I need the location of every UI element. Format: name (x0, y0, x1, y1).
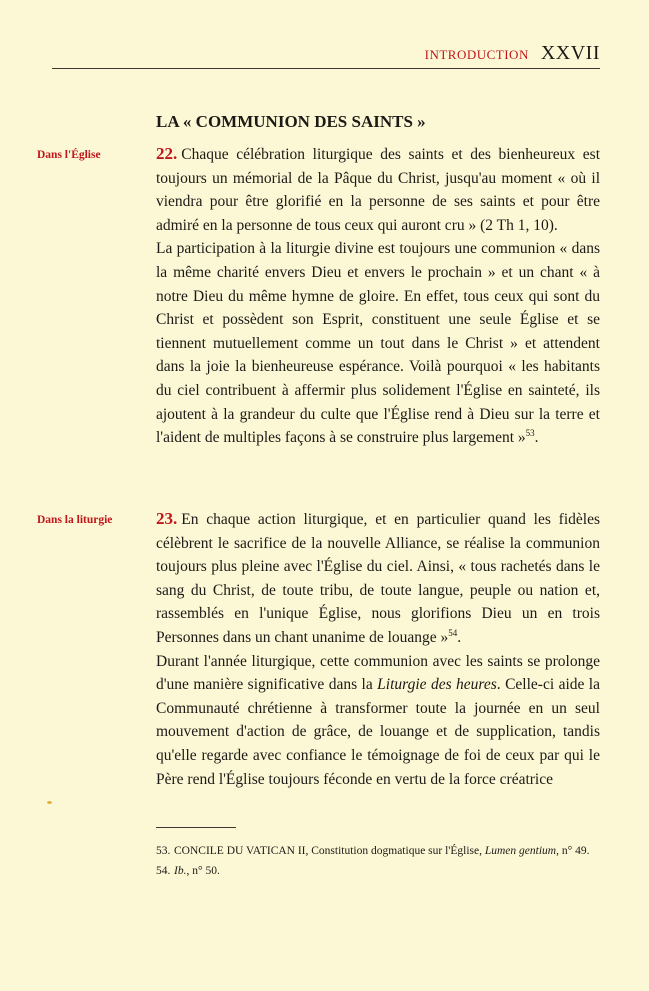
paragraph-number: 22. (156, 144, 178, 163)
margin-note-dans-la-liturgie: Dans la liturgie (37, 514, 113, 526)
footnotes (156, 843, 600, 883)
footnote-rule (156, 827, 236, 828)
section-title: LA « COMMUNION DES SAINTS » (156, 112, 426, 131)
paragraph-number: 23. (156, 509, 178, 528)
paragraph-block-23 (156, 507, 600, 791)
margin-note-dans-leglise: Dans l'Église (37, 149, 101, 161)
footnote-text (174, 863, 600, 879)
page-number: XXVII (540, 42, 600, 64)
header-rule (52, 68, 600, 69)
footnote-reference: 54 (448, 627, 458, 638)
footnote-text-part: , n° 49. (556, 845, 590, 857)
paragraph-23-1 (156, 507, 600, 650)
footnote-text-part: , n° 50. (186, 865, 220, 877)
footnote-text-part: CONCILE DU VATICAN II, Constitution dogmatique sur l'Église, (174, 845, 482, 857)
footnote-italic: Lumen gentium (484, 845, 557, 857)
footnote-number: 54. (156, 865, 171, 877)
paragraph-text: Chaque célébration liturgique des saints et des bienheureux est toujours un mémorial de la Pâque du Christ, jusqu'au moment « où il viendra pour être glorifié en la personne de ses saints et pour être admiré en la personne de tous ceux qui auront cru » (2 Th 1, 10). (156, 146, 600, 234)
footnote-54 (156, 863, 600, 879)
paragraph-text: En chaque action liturgique, et en particulier quand les fidèles célèbrent le sacrifice de la nouvelle Alliance, se réalise la communion toujours plus pleine avec l'Église du ciel. Ainsi, « tous rachetés dans le sang du Christ, de toute tribu, de toute langue, peuple ou nation et, rassemblés en l'unique Église, nous glorifions Dieu un en trois Personnes dans un chant unanime de louange » (156, 511, 600, 646)
running-head (420, 42, 600, 65)
decorative-mark (47, 801, 52, 804)
paragraph-text: . Celle-ci aide la Communauté chrétienne à transformer toute la journée en un seul mouvement d'action de grâce, de louange et de supplication, tandis qu'elle regarde avec confiance le témoignage de foi de ceux par qui le Père rend l'Église toujours féconde en vertu de la force créatrice (156, 676, 600, 788)
italic-title: Liturgie des heures (377, 676, 497, 694)
footnote-text (174, 843, 600, 859)
footnote-italic: Ib. (174, 865, 187, 877)
paragraph-block-22 (156, 142, 600, 450)
paragraph-end: . (534, 429, 539, 447)
footnote-number: 53. (156, 845, 171, 857)
paragraph-text: Durant l'année liturgique, cette communion avec les saints se prolonge d'une manière significative dans la (156, 652, 600, 694)
paragraph-22-1 (156, 142, 600, 237)
paragraph-end: . (457, 628, 462, 646)
running-head-label: INTRODUCTION (424, 47, 529, 62)
paragraph-23-2 (156, 650, 600, 792)
paragraph-text: La participation à la liturgie divine est toujours une communion « dans la même charité envers Dieu et envers le prochain » et un chant « à notre Dieu du même hymne de gloire. En effet, tous ceux qui sont du Christ et possèdent son Esprit, constituent une seule Église et se tiennent mutuellement comme un tout dans le Christ » et attendent dans la joie la bienheureuse espérance. Voilà pourquoi « les habitants du ciel contribuent à affermir plus solidement l'Église en sainteté, ils ajoutent à la grandeur du culte que l'Église rend à Dieu sur la terre et l'aident de multiples façons à se construire plus largement » (156, 240, 600, 447)
paragraph-22-2 (156, 237, 600, 449)
footnote-53 (156, 843, 600, 859)
footnote-reference: 53 (525, 427, 535, 438)
